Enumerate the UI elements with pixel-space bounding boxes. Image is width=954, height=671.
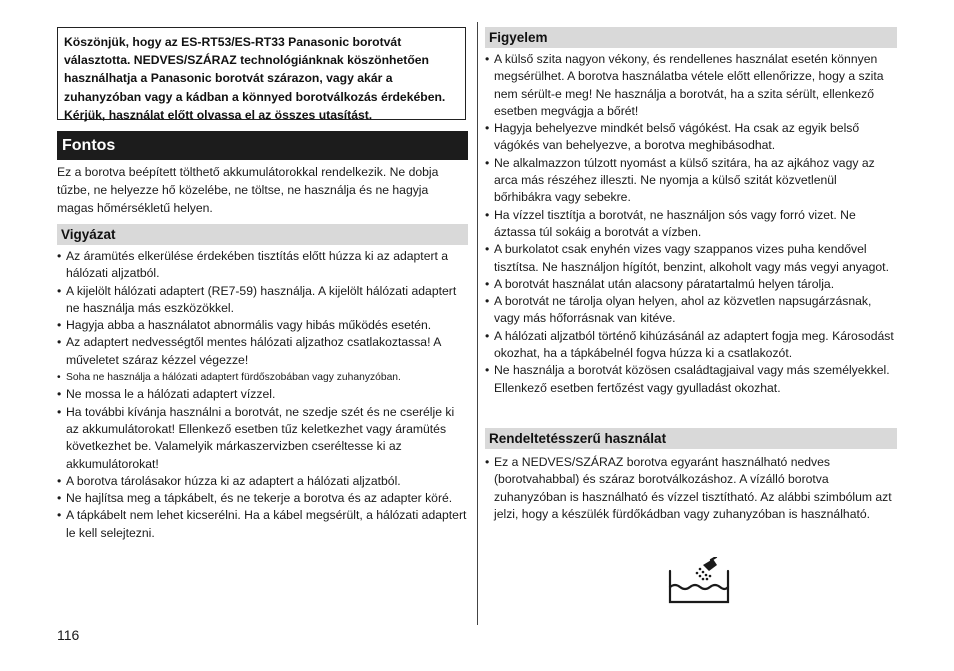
list-item: • Ne alkalmazzon túlzott nyomást a külső szitára, ha az ajkához vagy az arca más részéhez illeszti. Ne nyomja a külső szitát közvetlenül bőrhibákra vagy sebekre. — [485, 155, 897, 207]
list-item: • Soha ne használja a hálózati adaptert fürdőszobában vagy zuhanyzóban. — [57, 369, 468, 386]
rendeltetes-list — [485, 454, 897, 523]
section-title-rendeltetes: Rendeltetésszerű használat — [485, 428, 897, 449]
section-title-vigyazat: Vigyázat — [57, 224, 468, 245]
list-item: • Hagyja abba a használatot abnormális vagy hibás működés esetén. — [57, 317, 468, 334]
list-item: • Az áramütés elkerülése érdekében tisztítás előtt húzza ki az adaptert a hálózati aljzatból. — [57, 248, 468, 283]
list-item: • Ez a NEDVES/SZÁRAZ borotva egyaránt használható nedves (borotvahabbal) és száraz borotválkozáshoz. A vízálló borotva zuhanyzóban is használható és vízzel tisztítható. Az alábbi szimbólum azt jelzi, hogy a készülék fürdőkádban vagy zuhanyzóban is használható. — [485, 454, 897, 523]
list-item: • Ha vízzel tisztítja a borotvát, ne használjon sós vagy forró vizet. Ne áztassa túl sokáig a borotvát a vízben. — [485, 207, 897, 242]
intro-notice: Köszönjük, hogy az ES-RT53/ES-RT33 Panasonic borotvát választotta. NEDVES/SZÁRAZ technológiánknak köszönhetően használhatja a Panasonic borotvát szárazon, vagy akár a zuhanyzóban vagy a kádban a könnyed borotválkozás érdekében. Kérjük, használat előtt olvassa el az összes utasítást. — [57, 27, 466, 120]
list-item: • Ne mossa le a hálózati adaptert vízzel. — [57, 386, 468, 403]
fontos-text: Ez a borotva beépített tölthető akkumulátorokkal rendelkezik. Ne dobja tűzbe, ne helyezze hő közelébe, ne töltse, ne használja és ne hagyja magas hőmérsékletű helyen. — [57, 165, 439, 215]
column-divider — [477, 22, 478, 625]
section-title-fontos: Fontos — [57, 131, 468, 160]
vigyazat-list — [57, 248, 468, 542]
list-item: • A borotvát használat után alacsony páratartalmú helyen tárolja. — [485, 276, 897, 293]
list-item: • Ne használja a borotvát közösen családtagjaival vagy más személyekkel. Ellenkező esetben fertőzést vagy gyulladást okozhat. — [485, 362, 897, 397]
list-item: • A borotva tárolásakor húzza ki az adaptert a hálózati aljzatból. — [57, 473, 468, 490]
list-item: • A külső szita nagyon vékony, és rendellenes használat esetén könnyen megsérülhet. A borotva használatba vétele előtt ellenőrizze, hogy a szita nem sérült-e meg! Ne használja a borotvát, ha a szita sérült, ellenkező esetben megvágja a bőrét! — [485, 51, 897, 120]
list-item: • A burkolatot csak enyhén vizes vagy szappanos vizes puha kendővel tisztítsa. Ne használjon hígítót, benzint, alkoholt vagy más vegyi anyagot. — [485, 241, 897, 276]
list-item: • Ha további kívánja használni a borotvát, ne szedje szét és ne cserélje ki az akkumulátorokat! Ellenkező esetben tűz keletkezhet vagy áramütés következhet be. Valamelyik márkaszervizben cseréltesse ki az akkumulátorokat! — [57, 404, 468, 473]
bath-shower-icon — [667, 557, 731, 605]
list-item: • Az adaptert nedvességtől mentes hálózati aljzathoz csatlakoztassa! A műveletet száraz kézzel végezze! — [57, 334, 468, 369]
figyelem-list — [485, 51, 897, 397]
page-number: 116 — [57, 627, 80, 643]
section-title-figyelem: Figyelem — [485, 27, 897, 48]
list-item: • A kijelölt hálózati adaptert (RE7-59) használja. A kijelölt hálózati adaptert ne használja más eszközökkel. — [57, 283, 468, 318]
list-item: • Hagyja behelyezve mindkét belső vágókést. Ha csak az egyik belső vágókés van behelyezve, a borotva meghibásodhat. — [485, 120, 897, 155]
list-item: • A hálózati aljzatból történő kihúzásánál az adaptert fogja meg. Károsodást okozhat, ha a tápkábelnél fogva húzza ki a csatlakozót. — [485, 328, 897, 363]
list-item: • A tápkábelt nem lehet kicserélni. Ha a kábel megsérült, a hálózati adaptert le kell selejtezni. — [57, 507, 468, 542]
list-item: • Ne hajlítsa meg a tápkábelt, és ne tekerje a borotva és az adapter köré. — [57, 490, 468, 507]
list-item: • A borotvát ne tárolja olyan helyen, ahol az közvetlen napsugárzásnak, vagy más hőforrásnak van kitéve. — [485, 293, 897, 328]
